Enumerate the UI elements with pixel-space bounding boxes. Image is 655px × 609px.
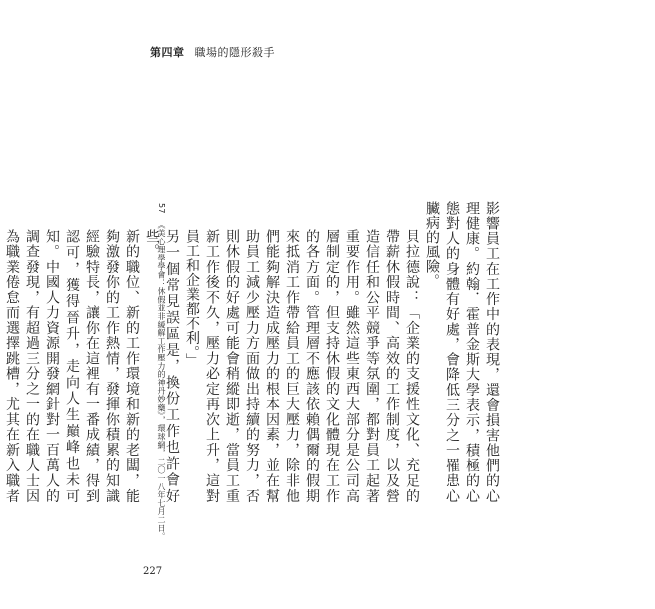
- running-header: [150, 44, 275, 60]
- footnote-number: 57: [157, 203, 166, 214]
- footnote-text: 《美心理學學會：休假並非緩解工作壓力的神丹妙藥》，環球網，二〇一八年七月二日。: [157, 220, 166, 541]
- footnote: [155, 203, 167, 541]
- chapter-title: 職場的隱形殺手: [194, 46, 275, 59]
- page-number: 227: [143, 566, 163, 577]
- paragraph-3: 另一個常見誤區是，換份工作也許會好些。: [144, 229, 180, 503]
- main-text: [0, 201, 502, 503]
- paragraph-2: 貝拉德說：「企業的支援性文化、充足的帶薪休假時間、高效的工作制度，以及營造信任和公平競爭等氛圍，都對員工起著重要作用。雖然這些東西大部分是公司高層制定的，但支持休假的文化體現在工作的各方面。管理層不應該依賴偶爾的假期來抵消工作帶給員工的巨大壓力，除非他們能夠解決造成壓力的根本因素，並在幫助員工減少壓力方面做出持續的努力，否則休假的好處可能會稍縱即逝，當員工重新工作後不久，壓力必定再次上升，這對員工和企業都不利。」: [184, 229, 420, 503]
- paragraph-4: 新的職位、新的工作環境和新的老闆，能夠激發你的工作熱情，發揮你積累的知識經驗特長，讓你在這裡有一番成績，得到認可，獲得晉升，走向人生巔峰也未可知。中國人力資源開發網針對一百萬人的調查發現，有超過三分之一的在職人士因為職業倦怠而選擇跳槽，尤其在新入職者: [4, 229, 140, 503]
- chapter-label: 第四章: [150, 46, 185, 59]
- paragraph-1: 影響員工在工作中的表現，還會損害他們的心理健康。約翰．霍普金斯大學表示，積極的心態對人的身體有好處，會降低三分之一罹患心臟病的風險。: [424, 201, 500, 503]
